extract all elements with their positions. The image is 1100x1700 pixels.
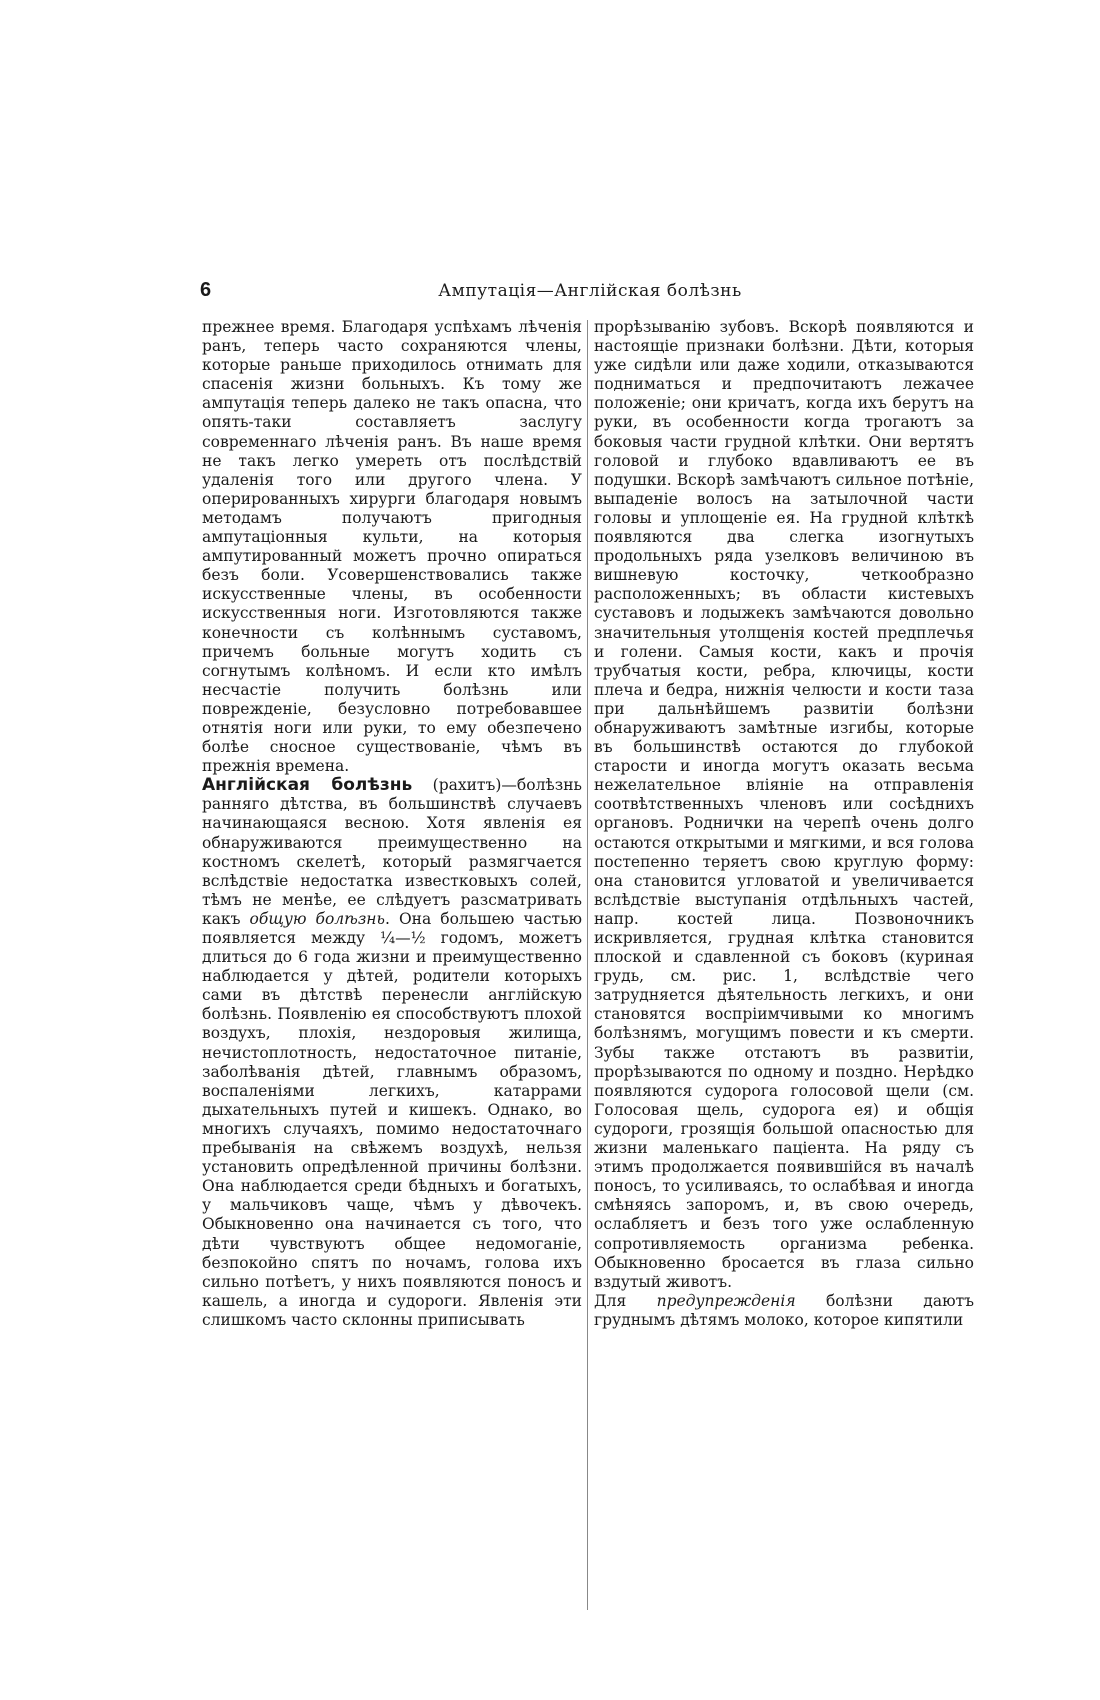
page-header [200,279,980,305]
column-divider [587,320,588,1610]
right-text-a: Для [594,1291,657,1310]
left-paragraph-2 [202,776,582,1330]
left-paragraph-1: прежнее время. Благодаря успѣхамъ лѣченiя ранъ, теперь часто сохраняются члены, которые раньше приходилось отнимать для спасенiя жизни больныхъ. Къ тому же ампутацiя теперь далеко не такъ опасна, что опять-таки составляетъ заслугу современнаго лѣченiя ранъ. Въ наше время не такъ легко умереть отъ послѣдствiй удаленiя того или другого члена. У оперированныхъ хирурги благодаря новымъ методамъ получаютъ пригодныя ампутацiонныя культи, на которыя ампутированный можетъ прочно опираться безъ боли. Усовершенствовались также искусственные члены, въ особенности искусственныя ноги. Изготовляются также конечности съ колѣннымъ суставомъ, причемъ больные могутъ ходить съ согнутымъ колѣномъ. И если кто имѣлъ несчастiе получить болѣзнь или поврежденiе, безусловно потребовавшее отнятiя ноги или руки, то ему обезпечено болѣе сносное существованiе, чѣмъ въ прежнiя времена. [202,318,582,776]
left-column [202,318,582,1330]
running-title: Ампутацiя—Англiйская болѣзнь [438,281,742,301]
right-paragraph-2 [594,1292,974,1330]
entry-text-b: . Она большею частью появляется между ¼—½ годомъ, можетъ длиться до 6 года жизни и преимущественно наблюдается у дѣтей, родители которыхъ сами въ дѣтствѣ перенесли англiйскую болѣзнь. Появленiю ея способствуютъ плохой воздухъ, плохiя, нездоровыя жилища, нечистоплотность, недостаточное питанiе, заболѣванiя дѣтей, главнымъ образомъ, воспаленiями легкихъ, катаррами дыхательныхъ путей и кишекъ. Однако, во многихъ случаяхъ, помимо недостаточнаго пребыванiя на свѣжемъ воздухѣ, нельзя установить опредѣленной причины болѣзни. Она наблюдается среди бѣдныхъ и богатыхъ, у мальчиковъ чаще, чѣмъ у дѣвочекъ. Обыкновенно она начинается съ того, что дѣти чувствуютъ общее недомоганiе, безпокойно спятъ по ночамъ, голова ихъ сильно потѣетъ, у нихъ появляются поносъ и кашель, а иногда и судороги. Явленiя эти слишкомъ часто склонны приписывать [202,909,583,1329]
right-paragraph-1: прорѣзыванiю зубовъ. Вскорѣ появляются и настоящiе признаки болѣзни. Дѣти, которыя уже сидѣли или даже ходили, отказываются подниматься и предпочитаютъ лежачее положенiе; они кричатъ, когда ихъ берутъ на руки, въ особенности когда трогаютъ за боковыя части грудной клѣтки. Они вертятъ головой и глубоко вдавливаютъ ее въ подушки. Вскорѣ замѣчаютъ сильное потѣнiе, выпаденiе волосъ на затылочной части головы и уплощенiе ея. На грудной клѣткѣ появляются два слегка изогнутыхъ продольныхъ ряда узелковъ величиною въ вишневую косточку, четкообразно расположенныхъ; въ области кистевыхъ суставовъ и лодыжекъ замѣчаются довольно значительныя утолщенiя костей предплечья и голени. Самыя кости, какъ и прочiя трубчатыя кости, ребра, ключицы, кости плеча и бедра, нижнiя челюсти и кости таза при дальнѣйшемъ развитiи болѣзни обнаруживаютъ замѣтные изгибы, которые въ большинствѣ остаются до глубокой старости и иногда могутъ оказать весьма нежелательное влiянiе на отправленiя соотвѣтственныхъ членовъ или сосѣднихъ органовъ. Роднички на черепѣ очень долго остаются открытыми и мягкими, и вся голова постепенно теряетъ свою круглую форму: она становится угловатой и увеличивается вслѣдствiе выступанiя отдѣльныхъ частей, напр. костей лица. Позвоночникъ искривляется, грудная клѣтка становится плоской и сдавленной съ боковъ (куриная грудь, см. рис. 1, вслѣдствiе чего затрудняется дѣятельность легкихъ, и они становятся воспрiимчивыми ко многимъ болѣзнямъ, могущимъ повести и къ смерти. Зубы также отстаютъ въ развитiи, прорѣзываются по одному и поздно. Нерѣдко появляются судорога голосовой щели (см. Голосовая щель, судорога ея) и общiя судороги, грозящiя большой опасностью для жизни маленькаго пацiента. На ряду съ этимъ продолжается появившiйся въ началѣ поносъ, то усиливаясь, то ослабѣвая и иногда смѣняясь запоромъ, и, въ свою очередь, ослабляетъ и безъ того уже ослабленную сопротивляемость организма ребенка. Обыкновенно бросается въ глаза сильно вздутый животъ. [594,318,974,1291]
page-number: 6 [200,279,212,301]
entry-text-a: (рахитъ)—болѣзнь ранняго дѣтства, въ большинствѣ случаевъ начинающаяся весною. Хотя явленiя ея обнаруживаются преимущественно на костномъ скелетѣ, который размягчается вслѣдствiе недостатка известковыхъ солей, тѣмъ не менѣе, ее слѣдуетъ разсматривать какъ [202,776,582,928]
right-italic-term: предупрежденiя [656,1291,796,1310]
right-text-b: болѣзни даютъ груднымъ дѣтямъ молоко, которое кипятили [594,1291,975,1329]
entry-headword: Англiйская болѣзнь [202,775,413,796]
entry-italic-term: общую болѣзнь [249,909,385,928]
right-column [594,318,974,1330]
